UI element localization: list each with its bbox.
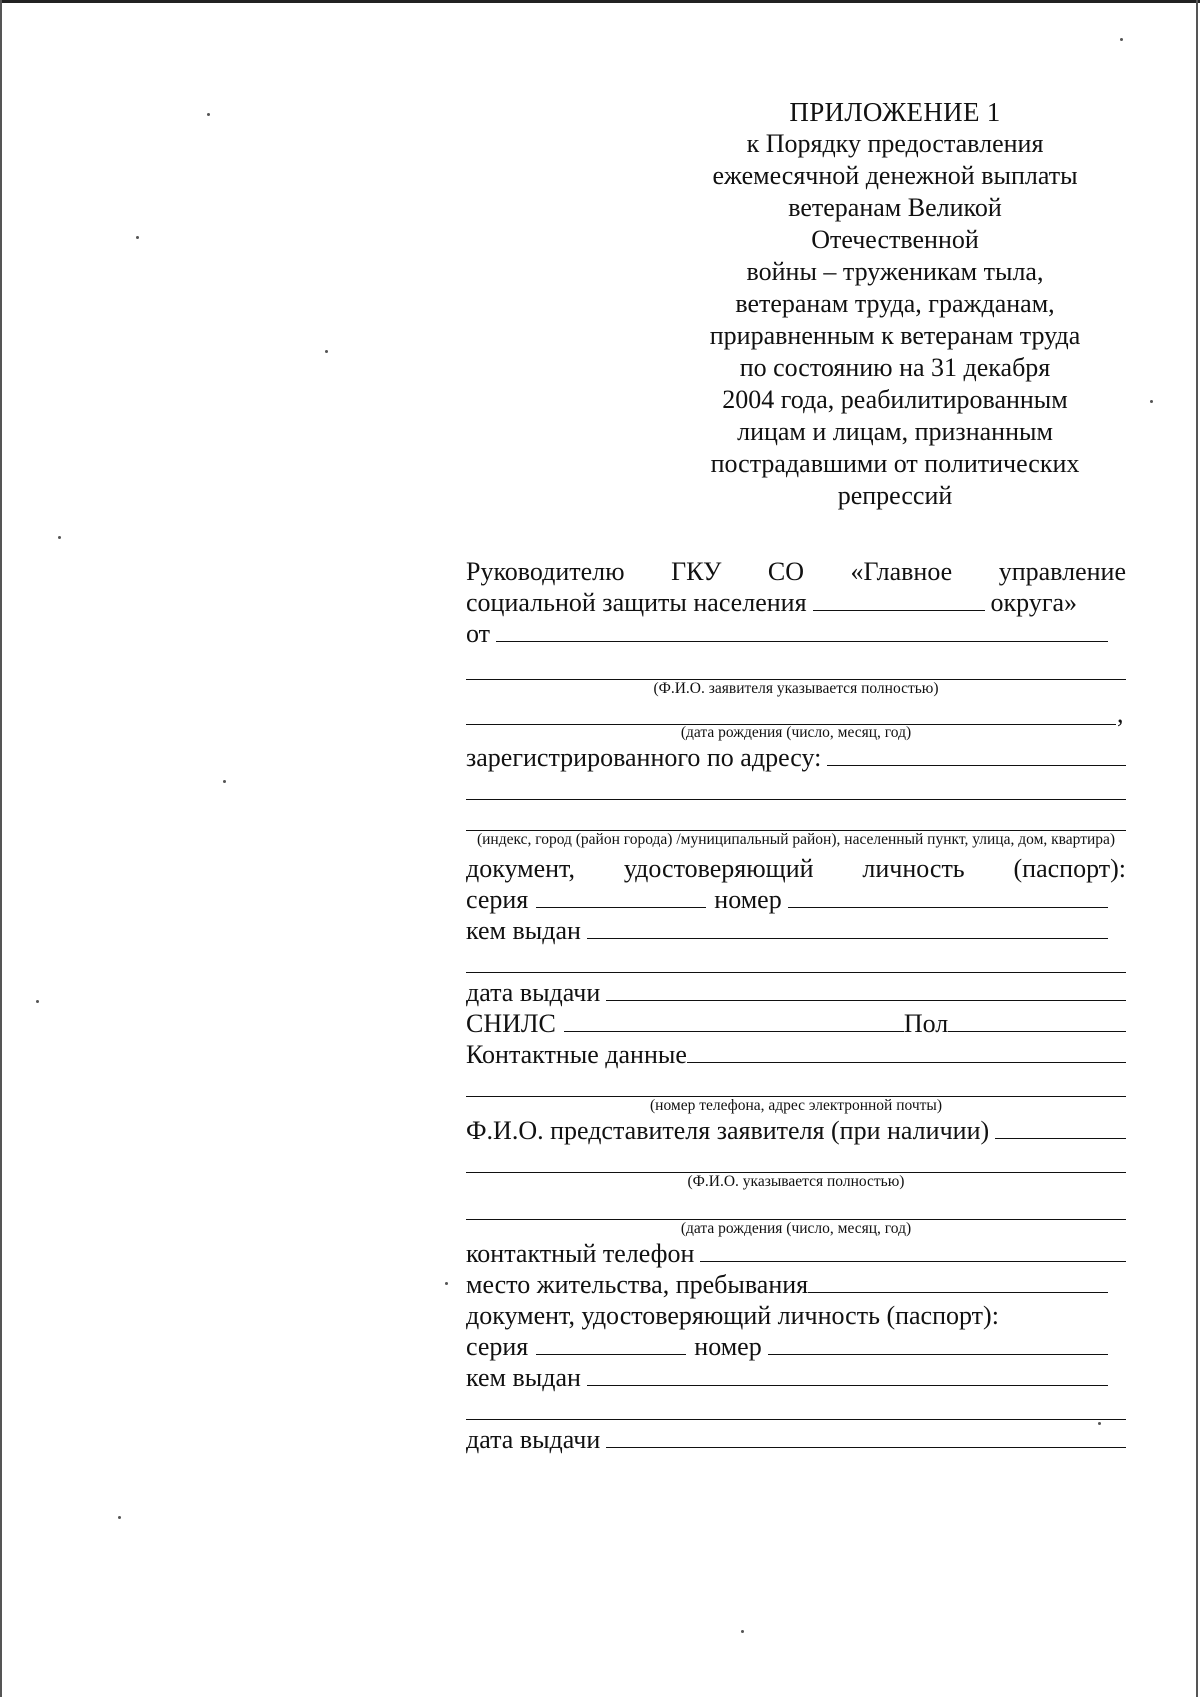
scan-speck	[118, 1516, 121, 1519]
issue-date-field[interactable]	[606, 980, 1126, 1001]
residence-row	[466, 1269, 1108, 1300]
rep-number-label: номер	[694, 1332, 762, 1361]
series-field[interactable]	[536, 906, 706, 908]
phone-label: контактный телефон	[466, 1239, 695, 1268]
contacts-field-2[interactable]	[466, 1070, 1126, 1097]
from-row	[466, 618, 1108, 649]
scan-speck	[223, 780, 226, 783]
scan-speck	[1120, 38, 1123, 41]
scan-border-top	[0, 0, 1200, 3]
caption-contacts: (номер телефона, адрес электронной почты)	[649, 1097, 942, 1114]
scan-speck	[1098, 1422, 1101, 1425]
appendix-line: 2004 года, реабилитированным	[722, 385, 1068, 414]
caption-birth-date: (дата рождения (число, месяц, год)	[680, 724, 912, 741]
appendix-line: ежемесячной денежной выплаты	[712, 161, 1078, 190]
registered-label: зарегистрированного по адресу:	[466, 743, 822, 772]
representative-birth-field[interactable]	[466, 1191, 1126, 1220]
rep-issued-by-row	[466, 1362, 1108, 1393]
rep-number-field[interactable]	[768, 1334, 1108, 1355]
appendix-title: ПРИЛОЖЕНИЕ 1	[789, 97, 1001, 127]
snils-row	[466, 1008, 1126, 1039]
representative-name-field[interactable]	[466, 1146, 1126, 1173]
representative-label: Ф.И.О. представителя заявителя (при наличии)	[466, 1116, 990, 1145]
issue-date-row	[466, 977, 1126, 1008]
rep-series-field[interactable]	[536, 1353, 686, 1355]
appendix-header	[680, 96, 1110, 512]
rep-passport-row	[466, 1331, 1108, 1362]
addressee-label: социальной защиты населения	[466, 588, 807, 617]
caption-representative-birth: (дата рождения (число, месяц, год)	[680, 1220, 912, 1237]
registered-address-field[interactable]	[827, 745, 1126, 766]
scan-speck	[36, 1000, 39, 1003]
number-label: номер	[714, 885, 782, 914]
address-field-3[interactable]	[466, 800, 1126, 831]
issued-by-label: кем выдан	[466, 916, 581, 945]
district-field[interactable]	[813, 609, 985, 611]
issue-date-label: дата выдачи	[466, 978, 601, 1007]
rep-issue-date-row	[466, 1424, 1126, 1455]
passport-series-row	[466, 884, 1108, 915]
contacts-field[interactable]	[687, 1042, 1126, 1063]
scan-speck	[207, 113, 210, 116]
snils-field[interactable]	[564, 1030, 904, 1032]
scan-speck	[58, 536, 61, 539]
birth-date-field[interactable]	[466, 698, 1116, 725]
sex-label: Пол	[903, 1009, 949, 1038]
appendix-line: войны – труженикам тыла,	[746, 257, 1044, 286]
appendix-line: лицам и лицам, признанным	[737, 417, 1053, 446]
rep-series-label: серия	[466, 1332, 529, 1361]
scan-speck	[325, 350, 328, 353]
rep-issued-by-field-2[interactable]	[466, 1393, 1126, 1420]
rep-id-document-label: документ, удостоверяющий личность (паспорт):	[466, 1301, 999, 1330]
applicant-name-field-2[interactable]	[466, 657, 1126, 680]
residence-label: место жительства, пребывания	[466, 1270, 809, 1299]
appendix-line: ветеранам Великой	[788, 193, 1002, 222]
scan-border-left	[0, 0, 2, 1697]
series-label: серия	[466, 885, 529, 914]
representative-row	[466, 1115, 1126, 1146]
rep-issued-by-label: кем выдан	[466, 1363, 581, 1392]
appendix-line: по состоянию на 31 декабря	[739, 353, 1051, 382]
id-document-label: документ, удостоверяющий личность (паспорт):	[466, 854, 1126, 883]
scan-border-right	[1196, 0, 1198, 1697]
appendix-line: пострадавшими от политических	[710, 449, 1080, 478]
caption-representative-fio: (Ф.И.О. указывается полностью)	[687, 1173, 905, 1190]
appendix-line: репрессий	[837, 481, 953, 510]
number-field[interactable]	[788, 887, 1108, 908]
scan-speck	[445, 1282, 448, 1285]
from-label: от	[466, 619, 491, 648]
appendix-line: Отечественной	[811, 225, 979, 254]
caption-address: (индекс, город (район города) /муниципальный район), населенный пункт, улица, дом, квартира)	[476, 831, 1116, 848]
contacts-row	[466, 1039, 1126, 1070]
issued-by-field[interactable]	[587, 918, 1108, 939]
address-field-2[interactable]	[466, 773, 1126, 800]
scan-speck	[741, 1630, 744, 1633]
scan-speck	[1150, 400, 1153, 403]
rep-issue-date-label: дата выдачи	[466, 1425, 601, 1454]
addressee-suffix: округа»	[990, 588, 1078, 617]
addressee-line-2	[466, 587, 1126, 618]
phone-row	[466, 1238, 1126, 1269]
scan-speck	[136, 236, 139, 239]
issued-by-row	[466, 915, 1108, 946]
applicant-name-field[interactable]	[496, 621, 1108, 642]
registered-row	[466, 742, 1126, 773]
issued-by-field-2[interactable]	[466, 946, 1126, 973]
contacts-label: Контактные данные	[466, 1040, 687, 1069]
appendix-line: ветеранам труда, гражданам,	[735, 289, 1055, 318]
application-form	[466, 556, 1126, 1455]
caption-applicant-fio: (Ф.И.О. заявителя указывается полностью)	[653, 680, 939, 697]
addressee-line-1: Руководителю ГКУ СО «Главное управление	[466, 557, 1126, 586]
appendix-line: к Порядку предоставления	[746, 129, 1044, 158]
phone-field[interactable]	[700, 1241, 1126, 1262]
residence-field[interactable]	[808, 1272, 1108, 1293]
snils-label: СНИЛС	[466, 1009, 556, 1038]
sex-field[interactable]	[948, 1011, 1126, 1032]
rep-issue-date-field[interactable]	[606, 1427, 1126, 1448]
appendix-line: приравненным к ветеранам труда	[709, 321, 1081, 350]
representative-field[interactable]	[995, 1118, 1126, 1139]
rep-issued-by-field[interactable]	[587, 1365, 1108, 1386]
comma-mark: ,	[1117, 699, 1124, 728]
